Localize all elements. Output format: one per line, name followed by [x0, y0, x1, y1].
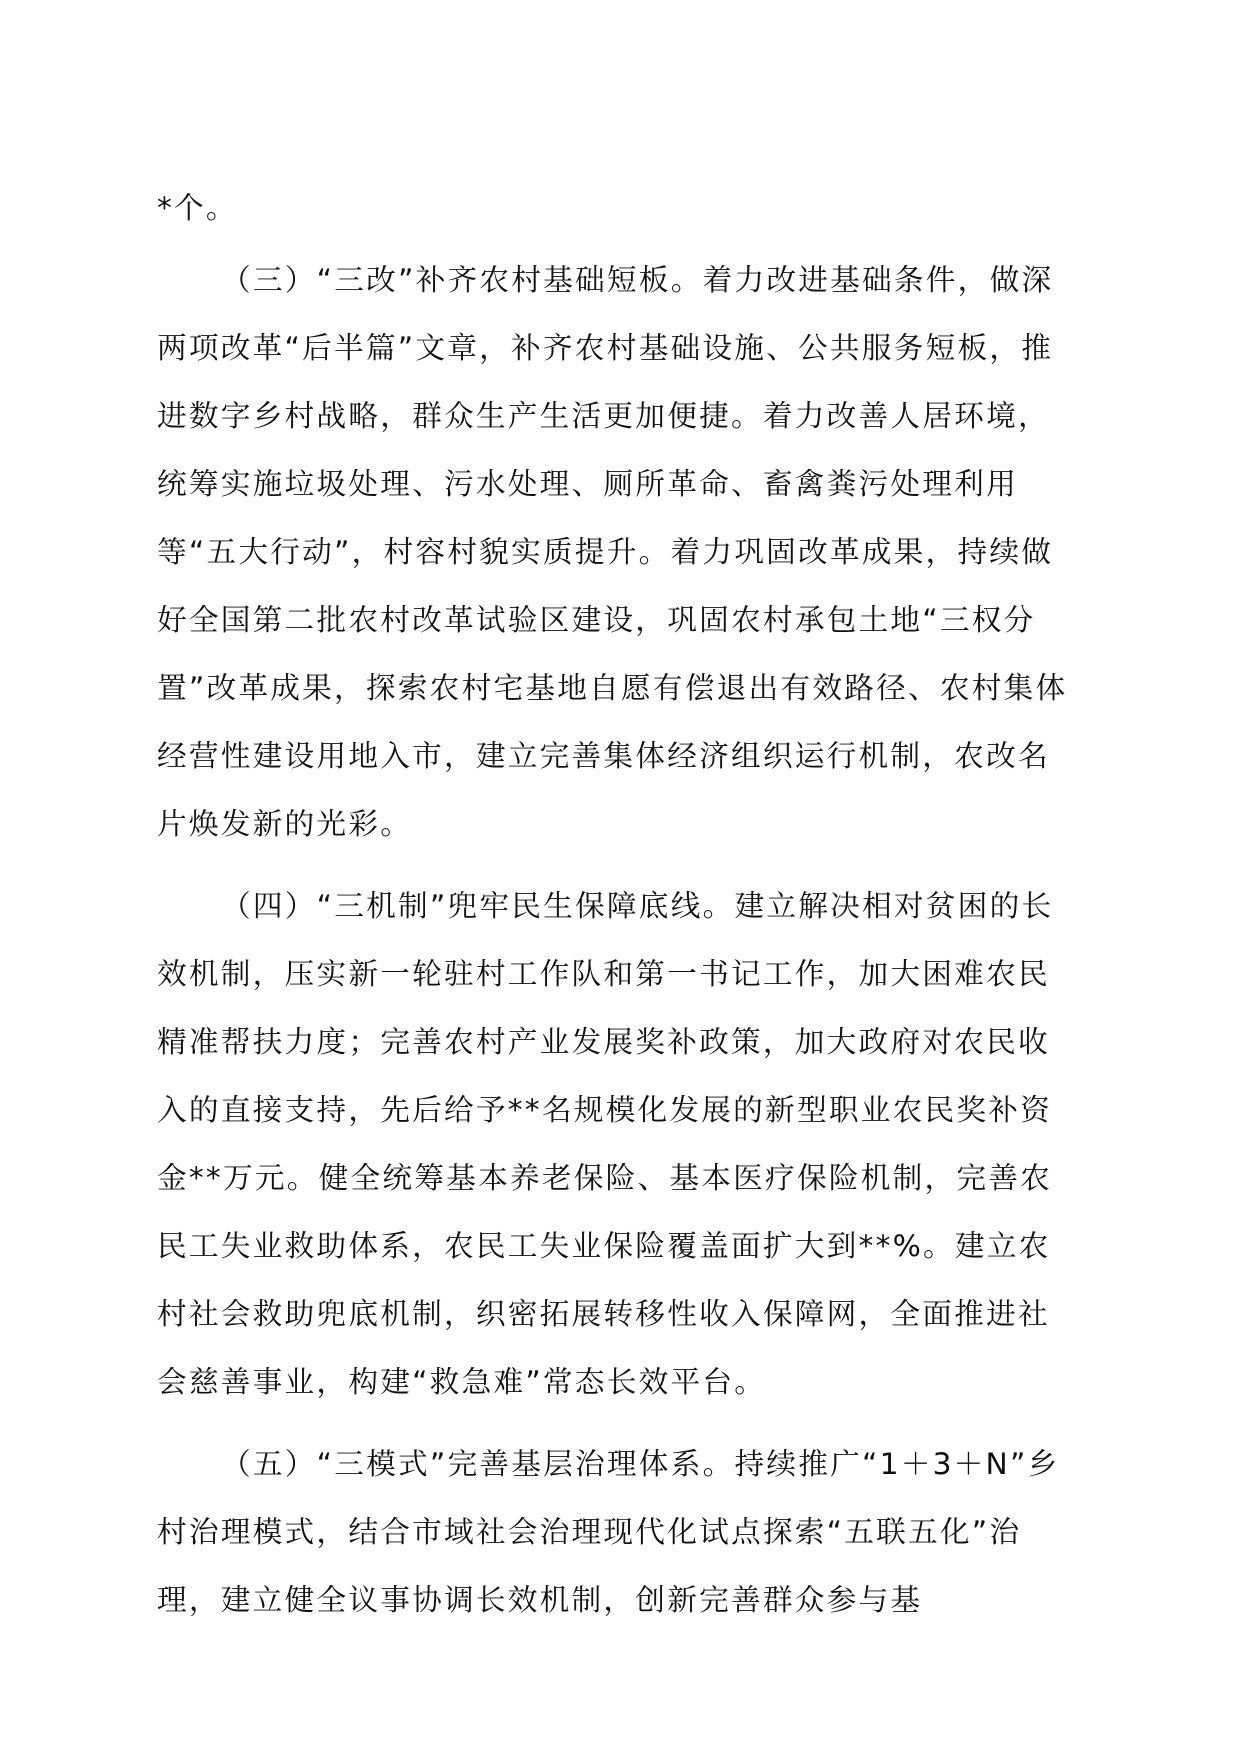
paragraph-section-5: （五）“三模式”完善基层治理体系。持续推广“1＋3＋N”乡村治理模式，结合市域社会治理现代化试点探索“五联五化”治理，建立健全议事协调长效机制，创新完善群众参与基: [157, 1447, 1060, 1618]
document-body: [157, 181, 1079, 1649]
continuation-line: *个。: [157, 191, 238, 226]
paragraph-section-4: （四）“三机制”兜牢民生保障底线。建立解决相对贫困的长效机制，压实新一轮驻村工作队和第一书记工作，加大困难农民精准帮扶力度；完善农村产业发展奖补政策，加大政府对农民收入的直接支持，先后给予**名规模化发展的新型职业农民奖补资金**万元。健全统筹基本养老保险、基本医疗保险机制，完善农民工失业救助体系，农民工失业保险覆盖面扩大到**%。建立农村社会救助兜底机制，织密拓展转移性收入保障网，全面推进社会慈善事业，构建“救急难”常态长效平台。: [157, 889, 1054, 1400]
paragraph-section-3: （三）“三改”补齐农村基础短板。着力改进基础条件，做深两项改革“后半篇”文章，补齐农村基础设施、公共服务短板，推进数字乡村战略，群众生产生活更加便捷。着力改善人居环境，统筹实施垃圾处理、污水处理、厕所革命、畜禽粪污处理利用等“五大行动”，村容村貌实质提升。着力巩固改革成果，持续做好全国第二批农村改革试验区建设，巩固农村承包土地“三权分置”改革成果，探索农村宅基地自愿有偿退出有效路径、农村集体经营性建设用地入市，建立完善集体经济组织运行机制，农改名片焕发新的光彩。: [157, 263, 1068, 842]
